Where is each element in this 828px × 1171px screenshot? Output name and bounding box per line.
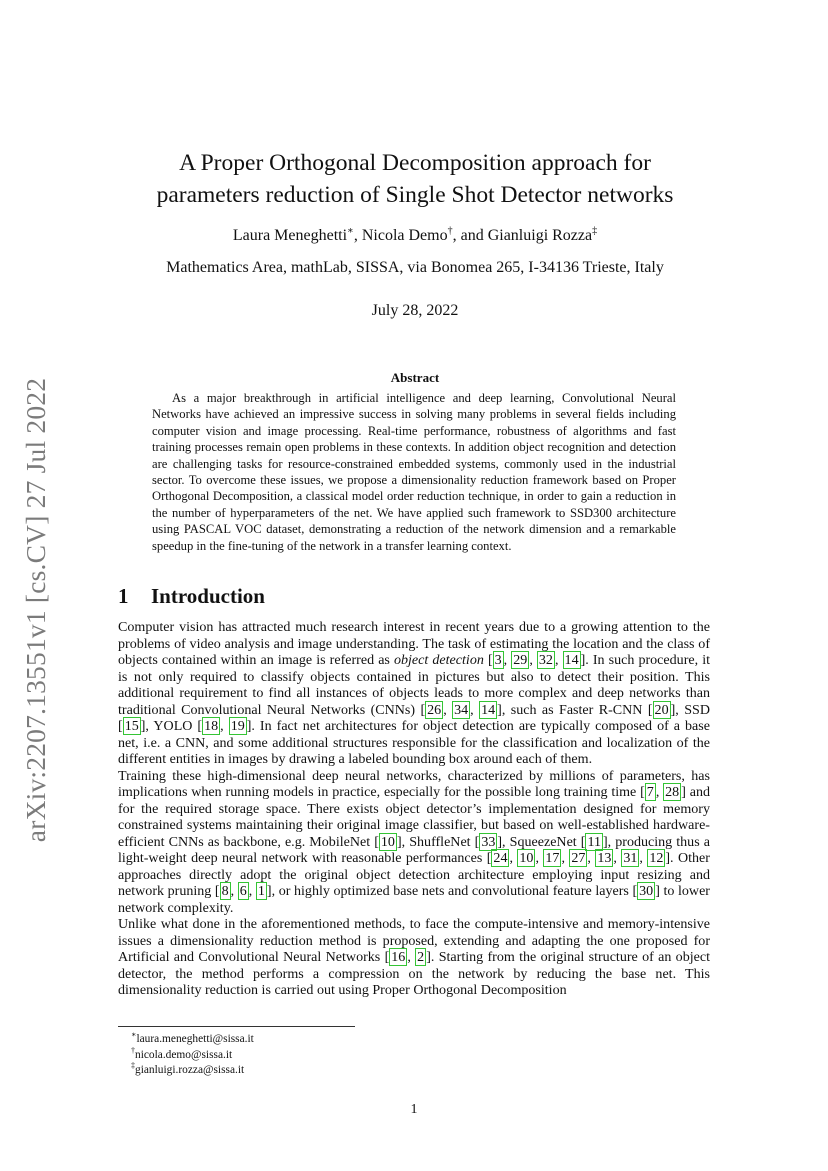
footnote-2: †nicola.demo@sissa.it bbox=[131, 1046, 233, 1061]
author-2: Nicola Demo†, bbox=[361, 226, 457, 245]
paragraph-text: , bbox=[407, 949, 416, 965]
citation-link[interactable]: 20 bbox=[654, 701, 669, 718]
footnote-3: ‡gianluigi.rozza@sissa.it bbox=[131, 1061, 245, 1076]
introduction-body bbox=[118, 619, 710, 999]
paragraph-text: , bbox=[248, 883, 256, 899]
citation-link[interactable]: 27 bbox=[571, 850, 586, 866]
paragraph-text: , bbox=[509, 850, 518, 866]
citation-link[interactable]: 3 bbox=[494, 652, 502, 668]
paragraph-text: Computer vision has attracted much research interest in recent years due to a growing attention to the problems of video analysis and image understanding. The task of estimating the location and the class of objects contained within an image is referred as bbox=[118, 619, 710, 668]
paragraph-text: ]. Starting from the original structure of an object detector, the method performs a compression on the network by reducing the base net. This dimensionality reduction is carried out using Proper Orthogonal Decomposition bbox=[118, 949, 711, 998]
citation-link[interactable]: 19 bbox=[230, 718, 245, 734]
paragraph-text: ], or highly optimized base nets and convolutional feature layers [ bbox=[266, 883, 638, 899]
author-3: and Gianluigi Rozza‡ bbox=[460, 226, 598, 245]
citation-link[interactable]: 15 bbox=[124, 718, 139, 734]
paragraph-text: , bbox=[587, 850, 596, 866]
publication-date: July 28, 2022 bbox=[371, 302, 459, 319]
page-number: 1 bbox=[410, 1102, 418, 1117]
citation-link[interactable]: 1 bbox=[257, 883, 265, 899]
citation-link[interactable]: 34 bbox=[454, 701, 469, 718]
citation-link[interactable]: 18 bbox=[204, 718, 219, 734]
citation-link[interactable]: 10 bbox=[380, 833, 395, 850]
citation-link[interactable]: 2 bbox=[417, 949, 425, 965]
paragraph-text: ], YOLO [ bbox=[140, 718, 203, 734]
citation-link[interactable]: 33 bbox=[481, 833, 496, 850]
section-heading bbox=[118, 584, 265, 609]
emphasis-text: object detection bbox=[393, 652, 484, 668]
affiliation: Mathematics Area, mathLab, SISSA, via Bonomea 265, I-34136 Trieste, Italy bbox=[166, 259, 664, 276]
paragraph-text: Unlike what done in the aforementioned methods, to face the compute-intensive and memory-intensive issues a dimensionality reduction method is proposed, extending and adapting the one proposed for Artificial and Convolutional Neural Networks [ bbox=[118, 916, 710, 965]
citation-link[interactable]: 29 bbox=[513, 652, 528, 668]
citation-link[interactable]: 6 bbox=[239, 883, 247, 899]
paragraph-text: , bbox=[503, 652, 512, 668]
citation-link[interactable]: 32 bbox=[538, 652, 553, 668]
paragraph bbox=[118, 916, 710, 999]
paragraph-text: ]. Other approaches directly adopt the original object detection architecture employing input resizing and network pruning [ bbox=[118, 850, 710, 899]
paragraph-text: , bbox=[220, 718, 229, 734]
paragraph-text: , bbox=[561, 850, 570, 866]
footnote-1: ∗laura.meneghetti@sissa.it bbox=[131, 1030, 254, 1045]
citation-link[interactable]: 10 bbox=[519, 850, 534, 866]
author-list bbox=[120, 226, 710, 245]
paragraph-text: , bbox=[443, 701, 453, 718]
paragraph-text: ]. In fact net architectures for object detection are typically composed of a base net, i.e. a CNN, and some additional structures responsible for the classification and localization of the different entities in images by drawing a labeled bounding box around each of them. bbox=[118, 718, 710, 767]
citation-link[interactable]: 14 bbox=[564, 652, 579, 668]
paper-title bbox=[120, 147, 710, 211]
citation-link[interactable]: 30 bbox=[639, 883, 654, 899]
paragraph bbox=[118, 768, 710, 917]
citation-link[interactable]: 12 bbox=[649, 850, 664, 866]
citation-link[interactable]: 28 bbox=[665, 784, 680, 800]
citation-link[interactable]: 13 bbox=[597, 850, 612, 866]
citation-link[interactable]: 16 bbox=[391, 949, 406, 965]
paragraph bbox=[118, 619, 710, 768]
citation-link[interactable]: 31 bbox=[623, 850, 638, 866]
paragraph-text: ] and for the required storage space. There exists object detector’s implementation designed for memory constrained systems maintaining their original image classifier, but based on well-established hardware-efficient CNNs as backbone, e.g. MobileNet [ bbox=[118, 784, 710, 850]
paragraph-text: , bbox=[230, 883, 238, 899]
paragraph-text: ], producing thus a light-weight deep neural network with reasonable performances [ bbox=[118, 833, 710, 866]
abstract-body: As a major breakthrough in artificial intelligence and deep learning, Convolutional Neural Networks have achieved an impressive success in solving many problems in several fields including computer vision and image processing. Real-time performance, robustness of algorithms and fast training processes remain open problems in these contexts. In addition object recognition and detection are challenging tasks for resource-constrained embedded systems, commonly used in the industrial sector. To overcome these issues, we propose a dimensionality reduction framework based on Proper Orthogonal Decomposition, a classical model order reduction technique, in order to gain a reduction in the number of hyperparameters of the net. We have applied such framework to SSD300 architecture using PASCAL VOC dataset, demonstrating a reduction of the network dimension and a remarkable speedup in the fine-tuning of the network in a transfer learning context. bbox=[152, 391, 676, 553]
citation-link[interactable]: 8 bbox=[221, 883, 229, 899]
paragraph-text: ], SSD [ bbox=[118, 701, 710, 734]
paragraph-text: ], SqueezeNet [ bbox=[497, 833, 586, 850]
paragraph-text: ]. In such procedure, it is not only required to classify objects contained in pictures but also to detect their position. This additional requirement to find all instances of objects leads to more complex and deep networks than traditional Convolutional Neural Networks (CNNs) [ bbox=[118, 652, 710, 718]
footnote-rule bbox=[118, 1026, 355, 1027]
paragraph-text: ], ShuffleNet [ bbox=[396, 833, 480, 850]
author-1: Laura Meneghetti∗, bbox=[232, 226, 358, 245]
citation-link[interactable]: 7 bbox=[646, 784, 654, 800]
arxiv-stamp bbox=[16, 372, 56, 848]
paragraph-text: ], such as Faster R-CNN [ bbox=[497, 701, 653, 718]
citation-link[interactable]: 14 bbox=[481, 701, 496, 718]
paragraph-text: , bbox=[554, 652, 563, 668]
section-number: 1 bbox=[118, 584, 129, 608]
paragraph-text: , bbox=[613, 850, 622, 866]
citation-link[interactable]: 26 bbox=[427, 701, 442, 718]
title-line-1: A Proper Orthogonal Decomposition approach for bbox=[179, 150, 651, 176]
paragraph-text: , bbox=[655, 784, 664, 800]
section-title: Introduction bbox=[151, 584, 265, 608]
abstract-heading: Abstract bbox=[390, 370, 440, 385]
paragraph-text: , bbox=[470, 701, 480, 718]
citation-link[interactable]: 11 bbox=[587, 833, 601, 850]
citation-link[interactable]: 24 bbox=[493, 850, 508, 866]
paragraph-text: Training these high-dimensional deep neural networks, characterized by millions of parameters, has implications when running models in practice, especially for the possible long training time [ bbox=[118, 767, 710, 800]
paragraph-text: ] to lower network complexity. bbox=[118, 883, 710, 916]
citation-link[interactable]: 17 bbox=[545, 850, 560, 866]
paragraph-text: , bbox=[529, 652, 537, 668]
paragraph-text: [ bbox=[483, 652, 493, 668]
paragraph-text: , bbox=[535, 850, 544, 866]
arxiv-identifier: arXiv:2207.13551v1 [cs.CV] 27 Jul 2022 bbox=[20, 377, 51, 843]
title-line-2: parameters reduction of Single Shot Detector networks bbox=[156, 182, 674, 208]
paragraph-text: , bbox=[639, 850, 648, 866]
